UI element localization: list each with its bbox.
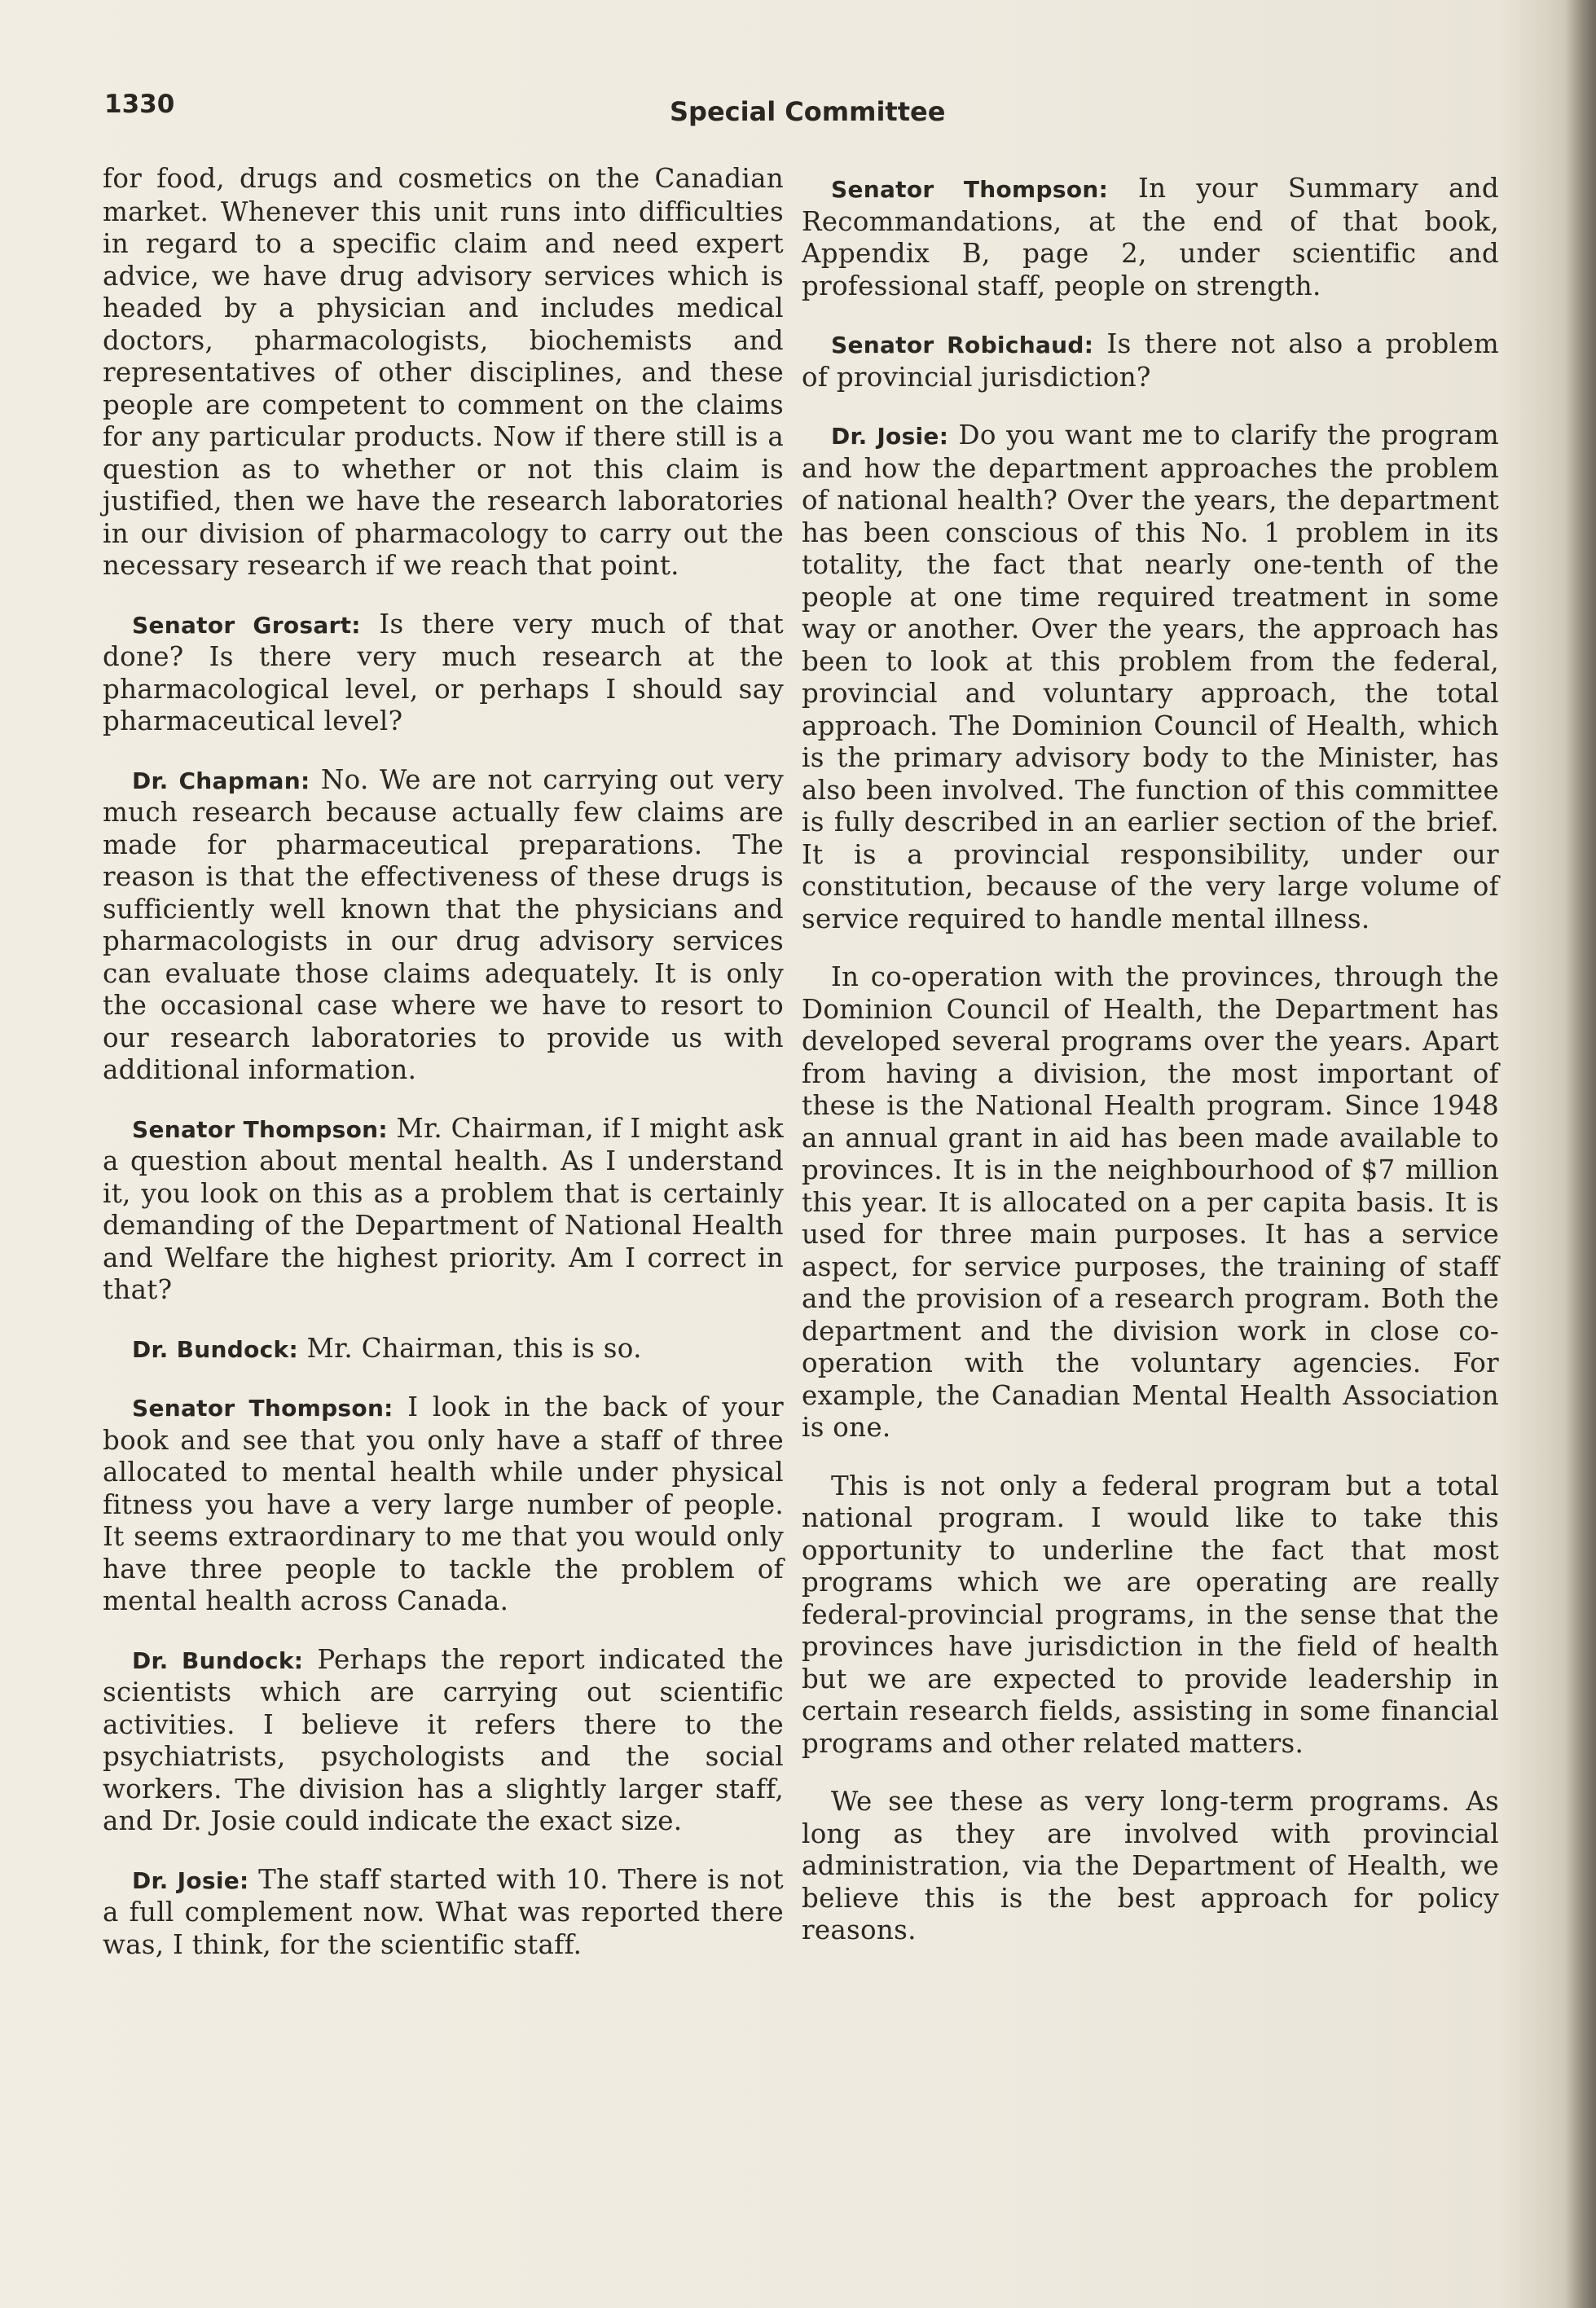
paragraph — [802, 420, 1499, 935]
speaker-name: Senator Thompson: — [132, 1115, 388, 1143]
paragraph-text: Mr. Chairman, this is so. — [306, 1332, 642, 1364]
speaker-name: Dr. Bundock: — [132, 1646, 304, 1674]
speaker-name: Dr. Josie: — [132, 1866, 249, 1894]
paragraph-text: This is not only a federal program but a total national program. I would like to take this opportunity to underline the fact that most programs which we are operating are really federal-provincial programs, in the sense that the provinces have jurisdiction in the field of health but we are expected to provide leadership in certain research fields, assisting in some financial programs and other related matters. — [802, 1470, 1499, 1759]
paragraph-text: Is there very much of that done? Is there very much research at the pharmacological level, or perhaps I should say pharmaceutical level? — [103, 608, 784, 736]
paragraph — [802, 173, 1499, 302]
paragraph-text: We see these as very long-term programs. As long as they are involved with provincial administration, via the Department of Health, we believe this is the best approach for policy reasons. — [802, 1786, 1499, 1945]
running-head: Special Committee — [670, 96, 946, 127]
paragraph — [103, 1113, 784, 1307]
speaker-name: Senator Robichaud: — [831, 332, 1094, 358]
paragraph — [103, 1391, 784, 1618]
left-column — [103, 163, 784, 1987]
paragraph-text: I look in the back of your book and see that you only have a staff of three allocated to mental health while under physical fitness you have a very large number of people. It seems extraordinary to me that you would only have three people to tackle the problem of mental health across Canada. — [103, 1391, 784, 1616]
paragraph — [802, 328, 1499, 393]
paragraph — [802, 961, 1499, 1444]
paragraph-text: Do you want me to clarify the program and how the department approaches the problem of national health? Over the years, the department has been conscious of this No. 1 problem in its totality, the fact that nearly one-tenth of the people at one time required treatment in some way or another. Over the years, the approach has been to look at this problem from the federal, provincial and voluntary approach, the total approach. The Dominion Council of Health, which is the primary advisory body to the Minister, has also been involved. The function of this committee is fully described in an earlier section of the brief. It is a provincial responsibility, under our constitution, because of the very large volume of service required to handle mental illness. — [802, 420, 1499, 934]
paragraph — [103, 163, 784, 582]
paragraph — [802, 1786, 1499, 1947]
paragraph — [103, 1644, 784, 1838]
speaker-name: Dr. Bundock: — [132, 1335, 298, 1363]
speaker-name: Senator Grosart: — [132, 611, 361, 639]
speaker-name: Senator Thompson: — [132, 1395, 394, 1422]
paragraph-text: In co-operation with the provinces, through the Dominion Council of Health, the Department has developed several programs over the years. Apart from having a division, the most important of these is the National Health program. Since 1948 an annual grant in aid has been made available to provinces. It is in the neighbourhood of $7 million this year. It is allocated on a per capita basis. It is used for three main purposes. It has a service aspect, for service purposes, the training of staff and the provision of a research program. Both the department and the division work in close co-operation with the voluntary agencies. For example, the Canadian Mental Health Association is one. — [802, 961, 1499, 1443]
paragraph-text: Mr. Chairman, if I might ask a question about mental health. As I understand it, you look on this as a problem that is certainly demanding of the Department of National Health and Welfare the highest priority. Am I correct in that? — [103, 1112, 784, 1305]
paragraph-text: for food, drugs and cosmetics on the Canadian market. Whenever this unit runs into difficulties in regard to a specific claim and need expert advice, we have drug advisory services which is headed by a physician and includes medical doctors, pharmacologists, biochemists and representatives of other disciplines, and these people are competent to comment on the claims for any particular products. Now if there still is a question as to whether or not this claim is justified, then we have the research laboratories in our division of pharmacology to carry out the necessary research if we reach that point. — [103, 163, 784, 581]
paragraph-text: Is there not also a problem of provincial jurisdiction? — [802, 328, 1499, 393]
right-column — [802, 173, 1499, 1973]
paragraph — [103, 609, 784, 738]
paragraph — [103, 1333, 784, 1366]
page-header — [0, 90, 1596, 138]
paragraph — [103, 764, 784, 1087]
paragraph-text: The staff started with 10. There is not a full complement now. What was reported there was, I think, for the scientific staff. — [103, 1863, 784, 1960]
paragraph-text: In your Summary and Recommandations, at the end of that book, Appendix B, page 2, under scientific and professional staff, people on strength. — [802, 173, 1499, 301]
paragraph — [802, 1471, 1499, 1761]
speaker-name: Dr. Chapman: — [132, 767, 310, 794]
paragraph-text: No. We are not carrying out very much research because actually few claims are made for pharmaceutical preparations. The reason is that the effectiveness of these drugs is sufficiently well known that the physicians and pharmacologists in our drug advisory services can evaluate those claims adequately. It is only the occasional case where we have to resort to our research laboratories to provide us with additional information. — [103, 763, 784, 1085]
page-number: 1330 — [104, 90, 175, 119]
speaker-name: Dr. Josie: — [831, 423, 949, 450]
paragraph — [103, 1864, 784, 1962]
book-binding-edge — [1565, 0, 1596, 2308]
paragraph-text: Perhaps the report indicated the scientists which are carrying out scientific activities. I believe it refers there to the psychiatrists, psychologists and the social workers. The division has a slightly larger staff, and Dr. Josie could indicate the exact size. — [103, 1643, 785, 1836]
speaker-name: Senator Thompson: — [831, 176, 1109, 203]
